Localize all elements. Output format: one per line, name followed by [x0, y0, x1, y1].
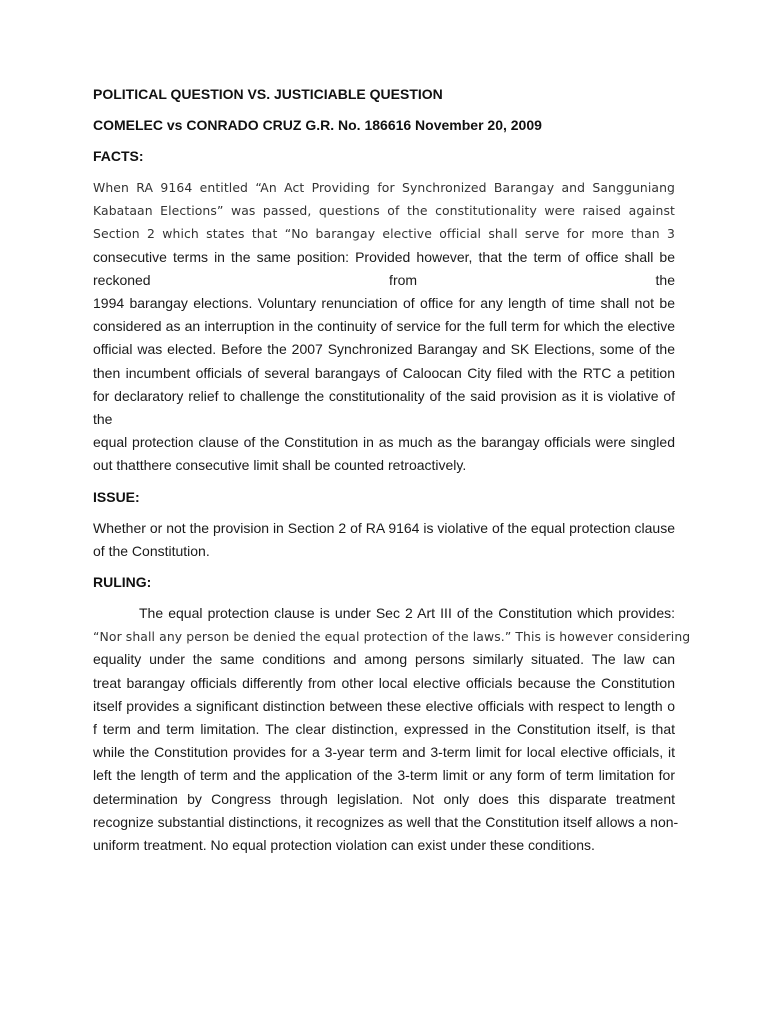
facts-line: official was elected. Before the 2007 Synchronized Barangay and SK Elections, some of the [93, 341, 675, 358]
ruling-line: uniform treatment. No equal protection violation can exist under these conditions. [93, 837, 595, 854]
ruling-line: f term and term limitation. The clear distinction, expressed in the Constitution itself, is that [93, 721, 675, 738]
ruling-line: “Nor shall any person be denied the equal protection of the laws.” This is however considering [93, 629, 691, 645]
ruling-line: The equal protection clause is under Sec 2 Art III of the Constitution which provides: [139, 605, 675, 622]
ruling-line: treat barangay officials differently from other local elective officials because the Constitution [93, 674, 675, 691]
facts-paragraph [93, 176, 675, 478]
facts-line: When RA 9164 entitled “An Act Providing for Synchronized Barangay and Sangguniang [93, 180, 675, 195]
ruling-line: determination by Congress through legislation. Not only does this disparate treatment [93, 790, 675, 807]
case-title: COMELEC vs CONRADO CRUZ G.R. No. 186616 November 20, 2009 [93, 117, 542, 133]
issue-heading: ISSUE: [93, 488, 140, 505]
facts-line: Kabataan Elections” was passed, questions of the constitutionality were raised against [93, 203, 675, 219]
ruling-line: recognize substantial distinctions, it recognizes as well that the Constitution itself allows a non- [93, 813, 679, 830]
ruling-line: left the length of term and the application of the 3-term limit or any form of term limitation for [93, 767, 675, 784]
facts-line: for declaratory relief to challenge the constitutionality of the said provision as it is violative of [93, 387, 675, 404]
ruling-line: while the Constitution provides for a 3-year term and 3-term limit for local elective officials, it [93, 744, 675, 761]
facts-line: reckoned from the [93, 271, 675, 288]
ruling-line: equality under the same conditions and among persons similarly situated. The law can [93, 651, 675, 668]
facts-line: Section 2 which states that “No barangay elective official shall serve for more than 3 [93, 226, 675, 242]
facts-heading: FACTS: [93, 148, 144, 164]
document-content [93, 84, 691, 857]
facts-line: consecutive terms in the same position: Provided however, that the term of office shall be [93, 248, 675, 265]
facts-line: equal protection clause of the Constitution in as much as the barangay officials were singled [93, 434, 675, 451]
issue-line: Whether or not the provision in Section 2 of RA 9164 is violative of the equal protection clause [93, 519, 675, 536]
facts-line: then incumbent officials of several barangays of Caloocan City filed with the RTC a petition [93, 364, 675, 381]
facts-line: 1994 barangay elections. Voluntary renunciation of office for any length of time shall not be [93, 295, 675, 312]
issue-line: of the Constitution. [93, 542, 210, 559]
document-title: POLITICAL QUESTION VS. JUSTICIABLE QUESTION [93, 86, 443, 102]
spacer [93, 563, 675, 572]
ruling-line: itself provides a significant distinction between these elective officials with respect to length o [93, 697, 675, 714]
facts-line: out thatthere consecutive limit shall be counted retroactively. [93, 457, 467, 474]
spacer [93, 478, 675, 487]
ruling-paragraph [93, 602, 691, 857]
ruling-heading: RULING: [93, 574, 152, 591]
facts-line: considered as an interruption in the continuity of service for the full term for which the elective [93, 318, 675, 335]
issue-paragraph [93, 517, 675, 563]
facts-line: the [93, 411, 113, 428]
